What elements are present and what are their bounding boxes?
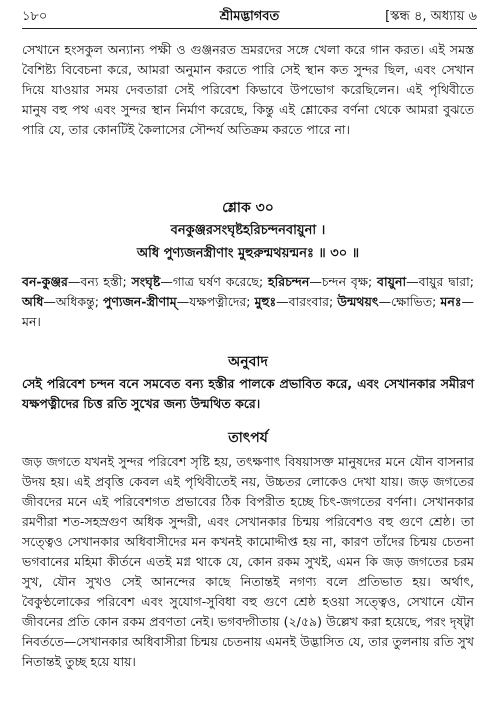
purport-text: জড় জগতে যখনই সুন্দর পরিবেশ সৃষ্টি হয়, তৎক্ষণাৎ বিষয়াসক্ত মানুষদের মনে যৌন বাসনার উদয় হয়। এই প্রবৃত্তি কেবল এই পৃথিবীতেই নয়, উচ্চতর লোকেও দেখা যায়। জড় জগতের জীবদের মনে এই পরিবেশগত প্রভাবের ঠিক বিপরীত হচ্ছে চিৎ-জগতের বর্ণনা। সেখানকার রমণীরা শত-সহস্রগুণ অধিক সুন্দরী, এবং সেখানকার চিন্ময় পরিবেশও বহু গুণে শ্রেষ্ঠ। তা সত্ত্বেও সেখানকার অধিবাসীদের মন কখনই কামোদ্দীপ্ত হয় না, কারণ তাঁদের চিন্ময় চেতনা ভগবানের মহিমা কীর্তনে এতই মগ্ন থাকে যে, কোন রকম সুখই, এমন কি জড় জগতের চরম সুখ, যৌন সুখও সেই আনন্দের কাছে নিতান্তই নগণ্য বলে প্রতিভাত হয়। অর্থাৎ, বৈকুণ্ঠলোকের পরিবেশ এবং সুযোগ-সুবিধা বহু গুণে শ্রেষ্ঠ হওয়া সত্ত্বেও, সেখানে যৌন জীবনের প্রতি কোন রকম প্রবণতা নেই। ভগবদ্গীতায় (২/৫৯) উল্লেখ করা হয়েছে, পরং দৃষ্ট্বা নিবর্ততে—সেখানকার অধিবাসীরা চিন্ময় চেতনায় এমনই উদ্ভাসিত যে, তার তুলনায় রতি সুখ নিতান্তই তুচ্ছ হয়ে যায়।	[22, 454, 474, 669]
translation-text: সেই পরিবেশ চন্দন বনে সমবেত বন্য হস্তীর পালকে প্রভাবিত করে, এবং সেখানকার সমীরণ যক্ষপত্নীদের চিত্ত রতি সুখের জন্য উন্মথিত করে।	[22, 376, 474, 411]
synonym-word: বায়ুনা	[377, 274, 407, 289]
book-title: শ্রীমদ্ভাগবত	[219, 9, 280, 24]
header-divider	[22, 28, 477, 29]
synonym-meaning: —বন্য হস্তী;	[67, 274, 132, 289]
synonym-meaning: —ক্ষোভিত;	[378, 294, 441, 309]
verse-line-2: অধি পুণ্যজনস্ত্রীণাং মুহুরুন্মথয়ন্মনঃ ॥ ৩০ ॥	[136, 246, 360, 261]
synonym-word: হরিচন্দন	[268, 274, 310, 289]
page-number: ১৮০	[22, 9, 48, 24]
synonym-meaning: —মন।	[22, 294, 474, 329]
synonym-meaning: —যক্ষপত্নীদের;	[176, 294, 255, 309]
purport-heading: তাৎপর্য	[228, 430, 268, 446]
synonym-meaning: —বারংবার;	[276, 294, 338, 309]
synonym-word: বন-কুঞ্জর	[22, 274, 68, 289]
synonym-meaning: —চন্দন বৃক্ষ;	[309, 274, 378, 289]
intro-paragraph: সেখানে হংসকুল অন্যান্য পক্ষী ও গুঞ্জনরত ভ্রমরদের সঙ্গে খেলা করে গান করত। এই সমস্ত বৈশিষ্ট্য বিবেচনা করে, আমরা অনুমান করতে পারি সেই স্থান কত সুন্দর ছিল, এবং সেখান দিয়ে যাওয়ার সময় দেবতারা সেই পরিবেশ কিভাবে উপভোগ করেছিলেন। এই পৃথিবীতে মানুষ বহু পথ এবং সুন্দর স্থান নির্মাণ করেছে, কিন্তু এই শ্লোকের বর্ণনা থেকে আমরা বুঝতে পারি যে, তার কোনটিই কৈলাসের সৌন্দর্য অতিক্রম করতে পারে না।	[22, 42, 474, 137]
synonym-word: অধি	[22, 294, 44, 309]
synonym-meaning: —গাত্র ঘর্ষণ করেছে;	[160, 274, 269, 289]
synonym-meaning: —অধিকন্তু;	[43, 294, 103, 309]
synonym-meaning: —বায়ুর দ্বারা;	[406, 274, 475, 289]
section-reference: [স্কন্ধ ৪, অধ্যায় ৬	[385, 9, 477, 24]
verse-heading: শ্লোক ৩০	[222, 200, 274, 216]
synonym-word: সংঘৃষ্ট	[131, 274, 161, 289]
page-header	[22, 8, 477, 26]
synonym-word: উন্মথয়ৎ	[337, 294, 379, 309]
verse-line-1: বনকুঞ্জরসংঘৃষ্টহরিচন্দনবায়ুনা ।	[170, 223, 326, 238]
translation-heading: অনুবাদ	[228, 354, 268, 370]
synonym-word: পুণ্যজন-স্ত্রীণাম্	[102, 294, 177, 309]
synonym-word: মনঃ	[440, 294, 462, 309]
synonym-word: মুহুঃ	[254, 294, 277, 309]
synonyms-paragraph	[22, 272, 474, 332]
